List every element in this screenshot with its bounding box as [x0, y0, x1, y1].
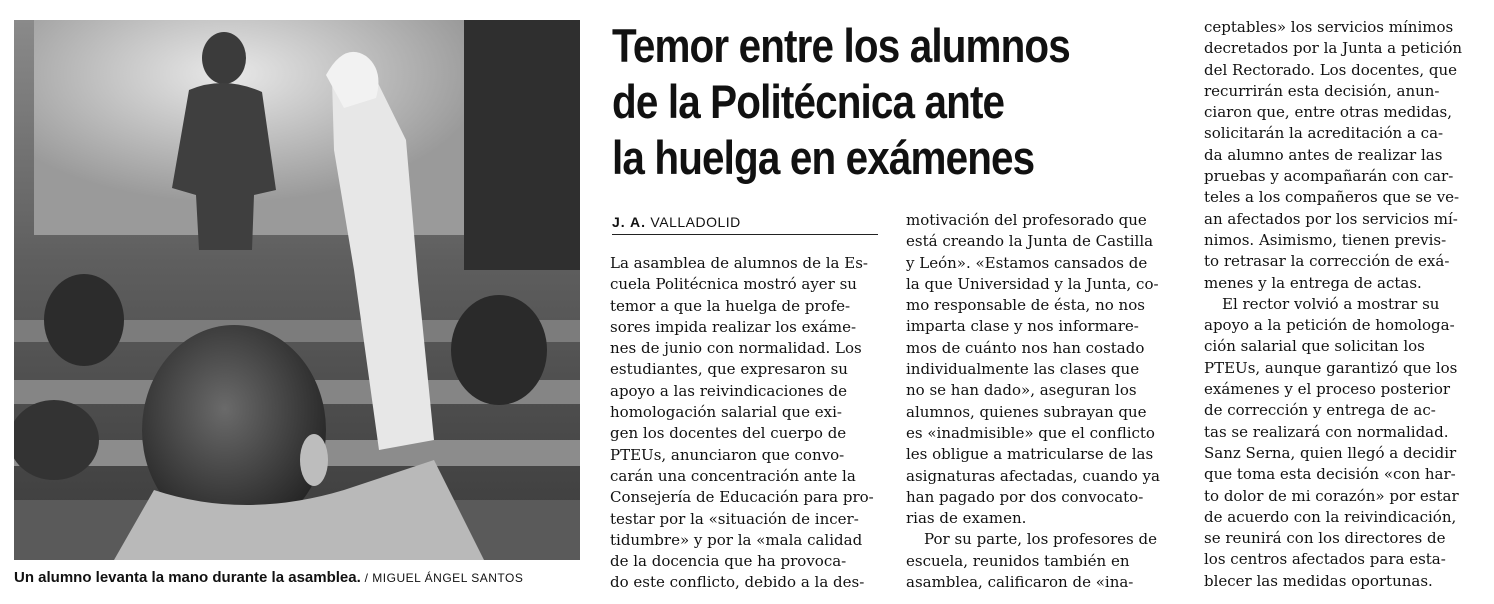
headline-line: la huelga en exámenes: [612, 131, 1035, 184]
text-line: rias de examen.: [906, 509, 1027, 528]
byline-author: J. A.: [612, 214, 647, 230]
text-line: tas se realizará con normalidad.: [1204, 422, 1449, 441]
text-line: blecer las medidas oportunas.: [1204, 571, 1433, 590]
text-line: El rector volvió a mostrar su: [1222, 294, 1440, 313]
text-line: escuela, reunidos también en: [906, 551, 1130, 570]
caption-text: Un alumno levanta la mano durante la asamblea.: [14, 569, 361, 586]
byline: [612, 214, 878, 235]
text-line: está creando la Junta de Castilla: [906, 232, 1154, 251]
text-line: la que Universidad y la Junta, co-: [906, 274, 1159, 293]
text-line: mos de cuánto nos han costado: [906, 338, 1145, 357]
text-line: sores impida realizar los exáme-: [610, 317, 857, 336]
text-line: da alumno antes de realizar las: [1204, 145, 1443, 164]
text-line: los centros afectados para esta-: [1204, 550, 1446, 569]
text-line: gen los docentes del cuerpo de: [610, 424, 847, 443]
text-line: alumnos, quienes subrayan que: [906, 402, 1147, 421]
text-line: do este conflicto, debido a la des-: [610, 573, 865, 592]
text-line: del Rectorado. Los docentes, que: [1204, 60, 1458, 79]
text-line: asamblea, calificaron de «ina-: [906, 573, 1134, 592]
text-line: se reunirá con los directores de: [1204, 529, 1446, 548]
text-line: estudiantes, que expresaron su: [610, 360, 848, 379]
text-line: teles a los compañeros que se ve-: [1204, 188, 1460, 207]
text-line: cuela Politécnica mostró ayer su: [610, 275, 857, 294]
text-line: pruebas y acompañarán con car-: [1204, 167, 1454, 186]
text-line: temor a que la huelga de profe-: [610, 296, 851, 315]
text-line: decretados por la Junta a petición: [1204, 39, 1463, 58]
text-line: carán una concentración ante la: [610, 466, 856, 485]
text-line: Consejería de Educación para pro-: [610, 488, 874, 507]
text-line: an afectados por los servicios mí-: [1204, 209, 1458, 228]
text-line: de corrección y entrega de ac-: [1204, 401, 1436, 420]
text-line: les obligue a matricularse de las: [906, 445, 1154, 464]
photo-credit: / MIGUEL ÁNGEL SANTOS: [360, 571, 524, 585]
text-line: La asamblea de alumnos de la Es-: [610, 254, 868, 272]
text-line: to dolor de mi corazón» por estar: [1204, 486, 1459, 505]
text-line: de acuerdo con la reivindicación,: [1204, 507, 1457, 526]
text-line: Por su parte, los profesores de: [924, 530, 1157, 549]
text-line: imparta clase y nos informare-: [906, 317, 1139, 336]
photo-caption: [14, 569, 580, 586]
text-line: ceptables» los servicios mínimos: [1204, 18, 1454, 36]
text-line: exámenes y el proceso posterior: [1204, 380, 1451, 399]
headline-line: Temor entre los alumnos: [612, 19, 1070, 72]
text-line: mo responsable de ésta, no nos: [906, 296, 1145, 315]
text-line: y León». «Estamos cansados de: [906, 253, 1148, 272]
text-line: ción salarial que solicitan los: [1204, 337, 1425, 356]
text-line: menes y la entrega de actas.: [1204, 273, 1422, 292]
text-line: motivación del profesorado que: [906, 211, 1147, 229]
text-line: asignaturas afectadas, cuando ya: [906, 466, 1160, 485]
text-line: testar por la «situación de incer-: [610, 509, 859, 528]
article-headline: [612, 18, 1115, 186]
text-line: apoyo a la petición de homologa-: [1204, 316, 1455, 335]
text-line: no se han dado», aseguran los: [906, 381, 1137, 400]
text-line: PTEUs, anunciaron que convo-: [610, 445, 845, 464]
text-line: nes de junio con normalidad. Los: [610, 339, 862, 358]
text-line: es «inadmisible» que el conflicto: [906, 423, 1155, 442]
text-line: ciaron que, entre otras medidas,: [1204, 103, 1452, 122]
text-line: de la docencia que ha provoca-: [610, 552, 847, 571]
text-line: homologación salarial que exi-: [610, 403, 842, 422]
article-column-2: [906, 210, 1178, 593]
text-line: nimos. Asimismo, tienen previs-: [1204, 230, 1447, 249]
article-column-3: [1204, 17, 1476, 592]
text-line: tidumbre» y por la «mala calidad: [610, 530, 863, 549]
text-line: to retrasar la corrección de exá-: [1204, 252, 1450, 271]
text-line: solicitarán la acreditación a ca-: [1204, 124, 1444, 143]
text-line: recurrirán esta decisión, anun-: [1204, 81, 1440, 100]
text-line: PTEUs, aunque garantizó que los: [1204, 358, 1458, 377]
text-line: que toma esta decisión «con har-: [1204, 465, 1456, 484]
news-photo: [14, 20, 580, 560]
text-line: apoyo a las reivindicaciones de: [610, 381, 847, 400]
classroom-photo-illustration: [14, 20, 580, 560]
text-line: han pagado por dos convocato-: [906, 487, 1144, 506]
text-line: Sanz Serna, quien llegó a decidir: [1204, 443, 1457, 462]
text-line: individualmente las clases que: [906, 360, 1140, 379]
article-column-1: [610, 253, 878, 594]
headline-line: de la Politécnica ante: [612, 75, 1005, 128]
byline-city: VALLADOLID: [646, 214, 741, 230]
